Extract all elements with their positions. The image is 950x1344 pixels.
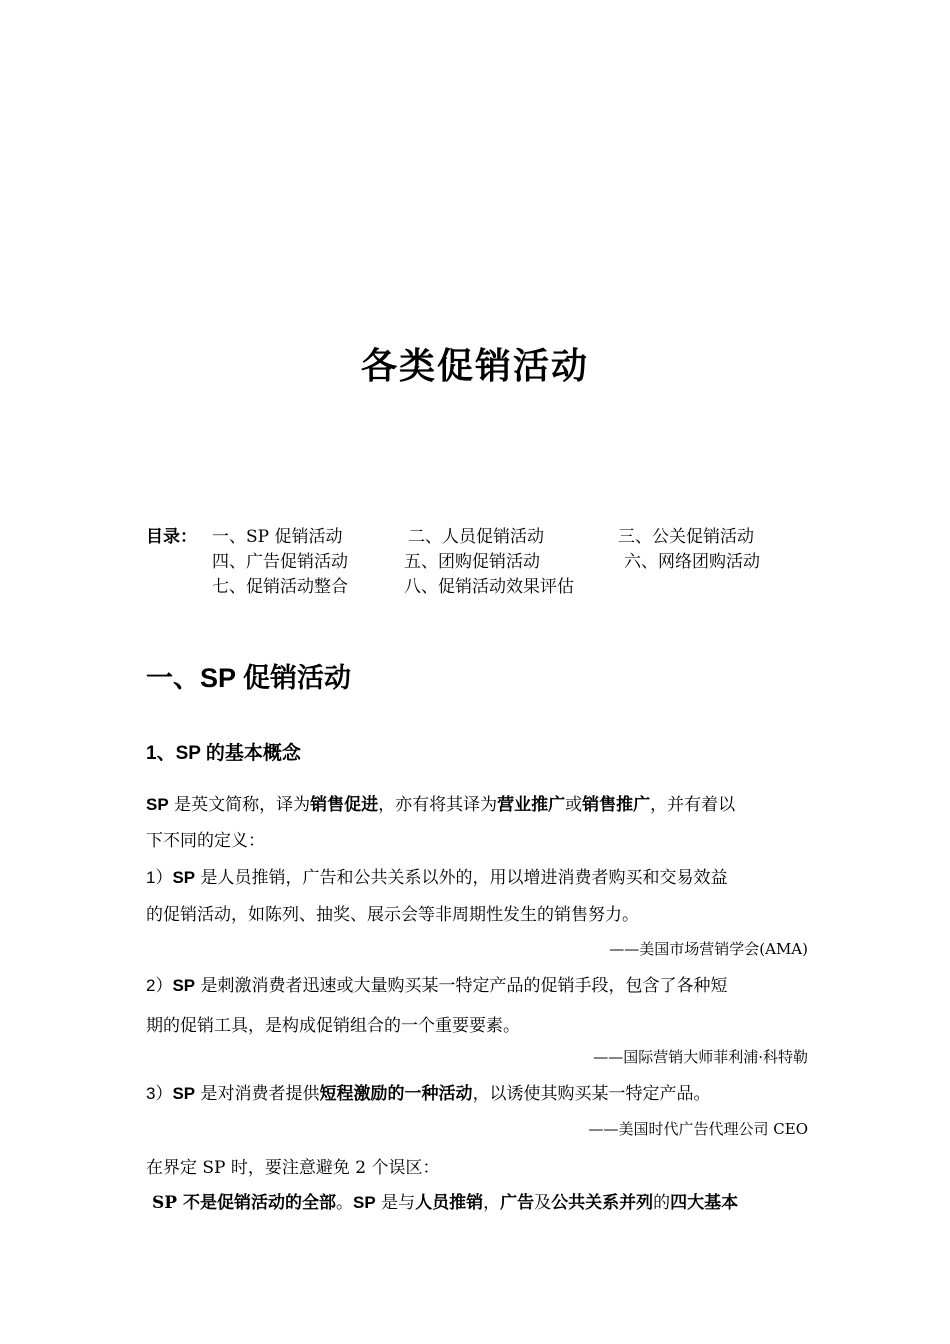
paragraph-line: 在界定 SP 时，要注意避免 2 个误区：: [146, 1158, 440, 1178]
term: 四大基本: [670, 1193, 739, 1213]
toc-item: 三、公关促销活动: [618, 527, 754, 547]
definition-line: [146, 971, 808, 996]
toc-item: 七、促销活动整合: [212, 577, 348, 597]
term: SP: [146, 795, 169, 814]
definition-line: 期的促销工具，是构成促销组合的一个重要要素。: [146, 1016, 520, 1036]
text: ，以诱使其购买某一特定产品。: [472, 1084, 711, 1104]
term: 短程激励的一种活动: [319, 1084, 473, 1104]
term: SP: [172, 868, 196, 887]
term: SP: [172, 1084, 196, 1103]
text: 是人员推销，广告和公共关系以外的，用以增进消费者购买和交易效益: [195, 868, 728, 888]
text: 是英文简称，译为: [168, 795, 311, 815]
term: 销售促进: [310, 795, 379, 815]
term: 营业推广: [497, 795, 566, 815]
citation: ——国际营销大师菲利浦·科特勒: [593, 1048, 808, 1066]
definition-line: 的促销活动，如陈列、抽奖、展示会等非周期性发生的销售努力。: [146, 905, 639, 925]
toc-item: 五、团购促销活动: [404, 552, 540, 572]
toc-item: 八、促销活动效果评估: [404, 577, 574, 597]
text: 是与: [375, 1193, 416, 1213]
term: 广告: [500, 1193, 535, 1213]
document-title: 各类促销活动: [360, 345, 589, 387]
term: SP: [172, 976, 196, 995]
term: 公共关系并列: [551, 1193, 654, 1213]
paragraph-line: 下不同的定义：: [146, 831, 265, 851]
list-number: 3）: [146, 1084, 173, 1103]
definition-line: [146, 1079, 808, 1104]
citation: ——美国时代广告代理公司 CEO: [588, 1120, 808, 1138]
text: ，并有着以: [650, 795, 736, 815]
toc-item: 六、网络团购活动: [624, 552, 760, 572]
list-number: 1）: [146, 868, 173, 887]
subsection-heading: 1、SP 的基本概念: [146, 743, 301, 764]
list-number: 2）: [146, 976, 173, 995]
term: SP: [352, 1193, 376, 1212]
text: 是对消费者提供: [195, 1084, 320, 1104]
toc-item: 一、SP 促销活动: [212, 527, 343, 547]
paragraph-line: [152, 1188, 814, 1213]
text: 及: [534, 1193, 552, 1213]
toc-label: 目录：: [146, 527, 197, 546]
term: 销售推广: [582, 795, 651, 815]
paragraph-line: [146, 790, 808, 815]
text: ，亦有将其译为: [378, 795, 498, 815]
toc-item: 四、广告促销活动: [212, 552, 348, 572]
citation: ——美国市场营销学会(AMA): [609, 940, 808, 958]
text: 是刺激消费者迅速或大量购买某一特定产品的促销手段，包含了各种短: [195, 976, 728, 996]
term: 人员推销: [415, 1193, 484, 1213]
text: 。: [335, 1193, 353, 1213]
text: 或: [565, 795, 583, 815]
text: 的: [653, 1193, 671, 1213]
toc-item: 二、人员促销活动: [408, 527, 544, 547]
term: SP 不是促销活动的全部: [152, 1193, 336, 1213]
section-heading: 一、SP 促销活动: [146, 663, 352, 693]
text: ，: [483, 1193, 501, 1213]
definition-line: [146, 863, 808, 888]
